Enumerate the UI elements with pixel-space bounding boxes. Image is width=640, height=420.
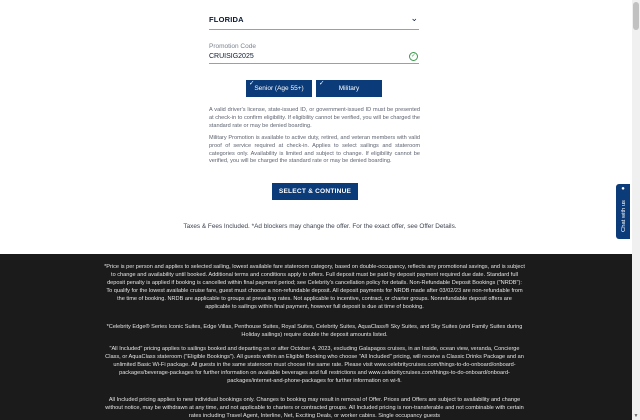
chevron-down-icon: ⌄ — [410, 13, 418, 23]
state-select-value: FLORIDA — [209, 15, 244, 24]
promo-code-field — [209, 51, 419, 64]
checkmark-icon: ✓ — [319, 80, 325, 87]
military-option-button[interactable] — [316, 80, 382, 97]
footer-all-included-terms: "All Included" pricing applies to sailings booked and departing on or after October 4, 2023, excluding Galapagos cruises, in an Inside, ocean view, veranda, Concierge Class, or AquaClass stateroom ("Eligible Bookings"). All guests within an Eligible Booking who choose "All Included" pricing, will receive a Classic Drinks Package and an unlimited Basic Wi-Fi package. All guests in the same stateroom must choose the same rate. Please visit www.celebritycruises.com/things-to-do-onboard/onboard-packages/beverage-packages for further information on available beverages and full restrictions and www.celebritycruises.com/things-to-do-onboard/onboard-packages/internet-and-phone-packages for further information on wi-fi. — [105, 346, 524, 384]
footer-booking-terms: All Included pricing applies to new individual bookings only. Changes to booking may result in removal of Offer. Prices and Offers are subject to availability and change without notice, may be withdrawn at any time, and not applicable to charters or contracted groups. All Included pricing is non-transferable and not combinable with certain rates including Travel Agent, Interline, Net, Exciting Deals, or worker cabins. Single occupancy guests — [105, 397, 524, 419]
scroll-down-arrow-icon[interactable]: ▼ — [633, 413, 639, 419]
checkmark-icon: ✓ — [249, 80, 255, 87]
senior-option-label: Senior (Age 55+) — [254, 85, 304, 92]
state-select[interactable] — [209, 12, 419, 30]
promo-code-input[interactable] — [209, 51, 404, 62]
taxes-note: Taxes & Fees Included. *Ad blockers may change the offer. For the exact offer, see Offer Details. — [183, 223, 457, 230]
senior-option-button[interactable] — [246, 80, 312, 97]
legal-footer — [0, 254, 640, 420]
footer-price-terms: *Price is per person and applies to selected sailing, lowest available fare stateroom category, based on double-occupancy, reflects any promotional savings, and is subject to change and availability until booked. Additional terms and conditions apply to offers. Full deposit must be paid by deposit payment required due date. Standard full deposit penalty is applied if booking is cancelled within final payment period; see Celebrity's cancellation policy for details. Non-Refundable Deposit Bookings ("NRDB"): To qualify for the lowest available cruise fare, guest must choose a non-refundable deposit. All deposit payments for NRDB made after 03/02/23 are non-refundable from the time of booking. NRDB are applicable to groups at prevailing rates. Not applicable to incentive, contract, or charter groups. Nonrefundable deposit offers are applicable to sailings within final payment, however full deposit is due at time of booking. — [104, 264, 525, 310]
scrollbar-thumb[interactable] — [633, 2, 639, 30]
chat-with-us-tab[interactable] — [616, 184, 630, 239]
military-option-label: Military — [338, 85, 360, 92]
chat-bubble-icon: ● — [621, 186, 625, 192]
chat-tab-label: Chat with us — [621, 200, 627, 232]
promo-code-label: Promotion Code — [209, 43, 256, 50]
select-continue-button[interactable]: SELECT & CONTINUE — [272, 183, 358, 200]
check-circle-icon: ✓ — [409, 52, 418, 61]
scrollbar[interactable] — [632, 0, 640, 420]
footer-suite-deposit-terms: *Celebrity Edge® Series Iconic Suites, Edge Villas, Penthouse Suites, Royal Suites, Celebrity Suites, AquaClass® Sky Suites, and Sky Suites (and Family Suites during Holiday sailings) require double the deposit amounts listed. — [106, 324, 523, 338]
military-eligibility-notice: Military Promotion is available to active duty, retired, and veteran members with valid proof of service required at check-in. Applies to select sailings and stateroom categories only. Availability is limited and subject to change. If eligibility cannot be verified, you will be charged the standard rate or may be denied boarding. — [209, 135, 420, 165]
senior-eligibility-notice: A valid driver's license, state-issued ID, or government-issued ID must be presented at check-in to confirm eligibility. If eligibility cannot be verified, you will be charged the standard rate or may be denied boarding. — [209, 107, 420, 129]
